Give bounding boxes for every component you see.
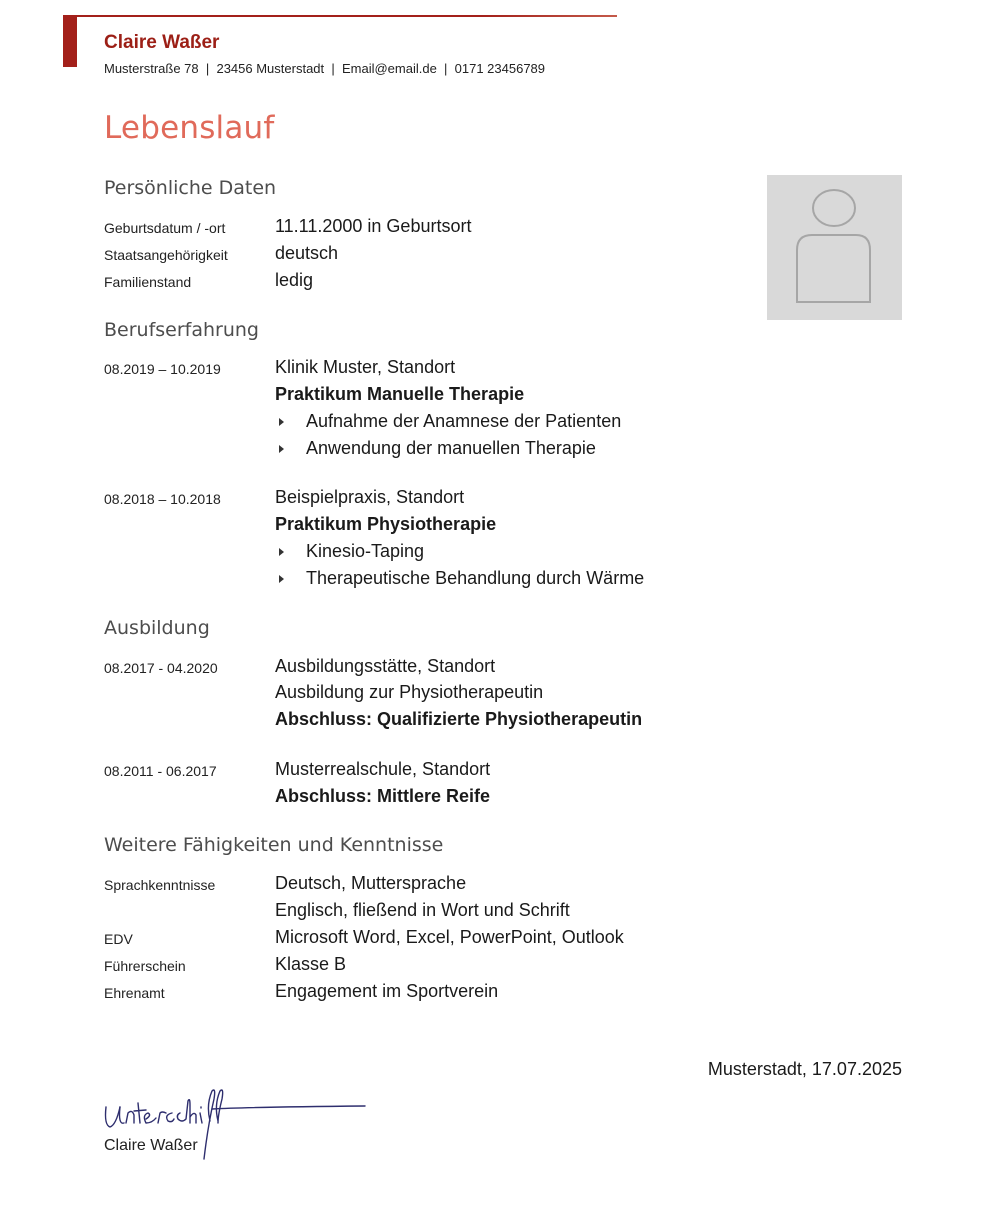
experience-position: Praktikum Manuelle Therapie — [275, 384, 525, 404]
list-item: Anwendung der manuellen Therapie — [275, 438, 596, 459]
personal-label: Familienstand — [104, 274, 192, 290]
experience-period: 08.2018 – 10.2018 — [104, 491, 221, 507]
education-program: Ausbildung zur Physiotherapeutin — [275, 682, 544, 702]
skills-label: Führerschein — [104, 958, 186, 974]
list-item: Therapeutische Behandlung durch Wärme — [275, 568, 644, 589]
skills-value: Engagement im Sportverein — [275, 981, 499, 1001]
education-period: 08.2017 - 04.2020 — [104, 660, 218, 676]
experience-period: 08.2019 – 10.2019 — [104, 361, 221, 377]
education-institution: Ausbildungsstätte, Standort — [275, 656, 496, 676]
education-period: 08.2011 - 06.2017 — [104, 763, 217, 779]
signature-name: Claire Waßer — [104, 1137, 198, 1154]
personal-label: Staatsangehörigkeit — [104, 247, 228, 263]
skills-value: Deutsch, Muttersprache — [275, 873, 467, 893]
place-and-date: Musterstadt, 17.07.2025 — [707, 1059, 902, 1079]
section-heading-skills: Weitere Fähigkeiten und Kenntnisse — [104, 834, 444, 856]
list-item: Aufnahme der Anamnese der Patienten — [275, 411, 621, 432]
education-institution: Musterrealschule, Standort — [275, 759, 491, 779]
skills-value: Englisch, fließend in Wort und Schrift — [275, 900, 570, 920]
document-title: Lebenslauf — [104, 110, 275, 146]
header-accent-line — [77, 15, 617, 17]
personal-value: ledig — [275, 270, 314, 290]
header-accent-bar — [63, 15, 77, 67]
personal-label: Geburtsdatum / -ort — [104, 220, 226, 236]
person-silhouette-icon — [767, 175, 902, 320]
experience-position: Praktikum Physiotherapie — [275, 514, 497, 534]
section-heading-education: Ausbildung — [104, 617, 210, 639]
skills-value: Microsoft Word, Excel, PowerPoint, Outlook — [275, 927, 624, 947]
personal-value: 11.11.2000 in Geburtsort — [275, 216, 472, 236]
section-heading-personal: Persönliche Daten — [104, 177, 277, 199]
education-degree: Abschluss: Qualifizierte Physiotherapeutin — [275, 709, 643, 729]
bullet-arrow-icon — [279, 548, 284, 556]
personal-value: deutsch — [275, 243, 339, 263]
skills-value: Klasse B — [275, 954, 347, 974]
skills-label: Ehrenamt — [104, 985, 165, 1001]
bullet-arrow-icon — [279, 445, 284, 453]
experience-employer: Klinik Muster, Standort — [275, 357, 456, 377]
list-item: Kinesio-Taping — [275, 541, 424, 562]
education-degree: Abschluss: Mittlere Reife — [275, 786, 491, 806]
contact-line: Musterstraße 78 | 23456 Musterstadt | Email@email.de | 0171 23456789 — [104, 61, 546, 76]
section-heading-experience: Berufserfahrung — [104, 319, 259, 341]
signature-image — [100, 1085, 380, 1170]
experience-employer: Beispielpraxis, Standort — [275, 487, 465, 507]
skills-label: EDV — [104, 931, 133, 947]
bullet-arrow-icon — [279, 575, 284, 583]
bullet-arrow-icon — [279, 418, 284, 426]
skills-label: Sprachkenntnisse — [104, 877, 216, 893]
applicant-name: Claire Waßer — [104, 32, 220, 53]
photo-placeholder[interactable] — [767, 175, 902, 320]
